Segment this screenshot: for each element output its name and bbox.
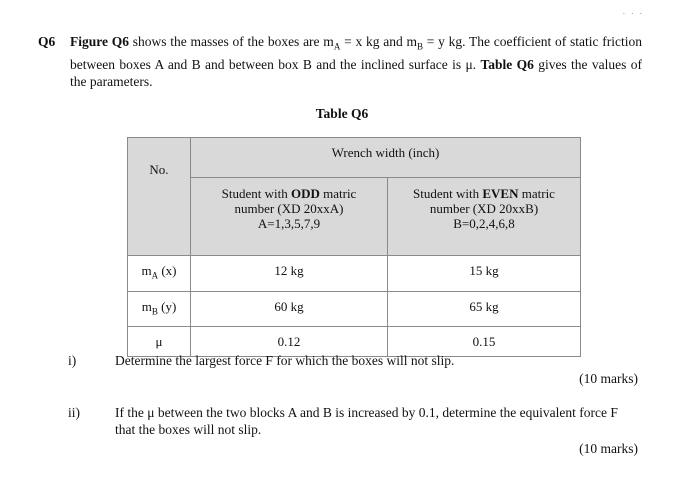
question-text-part: = y kg. The coefficient of static friction between boxes A and B and between box B and the inclined surface is μ.	[70, 34, 643, 72]
subscript-a: A	[333, 41, 341, 52]
header-text: number (XD 20xxB)	[429, 200, 539, 216]
figure-reference: Figure Q6	[70, 34, 130, 49]
row-label-subscript: A	[151, 270, 159, 281]
column-header-no: No.	[128, 138, 191, 256]
header-bold-text: EVEN	[482, 185, 519, 201]
row-label-symbol: μ	[155, 334, 163, 350]
page-header-marks: . . .	[622, 6, 644, 16]
parameters-table	[127, 137, 581, 357]
row-label-variable: (x)	[158, 263, 177, 278]
header-text: Student with	[413, 185, 483, 201]
column-header-odd	[191, 177, 388, 255]
header-text: matric	[518, 185, 555, 201]
question-text-part: shows the masses of the boxes are m	[129, 34, 334, 49]
marks-label: (10 marks)	[579, 441, 638, 456]
header-bold-text: ODD	[290, 185, 320, 201]
cell-odd: 12 kg	[191, 256, 388, 292]
header-text: number (XD 20xxA)	[234, 200, 344, 216]
marks-label: (10 marks)	[579, 371, 638, 386]
header-text: A=1,3,5,7,9	[257, 215, 321, 231]
sub-question-text: If the μ between the two blocks A and B is increased by 0.1, determine the equivalent force F that the boxes will not slip.	[115, 405, 618, 437]
cell-even: 65 kg	[388, 291, 581, 327]
subscript-b: B	[416, 41, 423, 52]
row-label-variable: (y)	[157, 298, 177, 314]
sub-question-number: i)	[68, 353, 77, 368]
table-row	[128, 256, 581, 292]
sub-question-number: ii)	[68, 405, 80, 420]
cell-odd: 0.12	[191, 327, 388, 357]
row-label	[128, 291, 191, 327]
cell-odd: 60 kg	[191, 291, 388, 327]
question-text	[70, 33, 642, 90]
row-label-subscript: B	[151, 306, 158, 317]
cell-even: 0.15	[388, 327, 581, 357]
question-text-part: gives the values of the parameters.	[70, 56, 642, 89]
question-text-part: = x kg and m	[340, 34, 417, 49]
header-text: B=0,2,4,6,8	[453, 215, 515, 231]
row-label	[128, 256, 191, 292]
table-title: Table Q6	[315, 106, 369, 121]
header-text: matric	[319, 185, 357, 201]
column-header-even	[388, 177, 581, 255]
cell-even: 15 kg	[388, 256, 581, 292]
table-row	[128, 291, 581, 327]
header-text: Student with	[221, 185, 291, 201]
table-reference: Table Q6	[480, 56, 534, 72]
row-label-symbol: m	[141, 263, 152, 278]
column-header-wrench-width: Wrench width (inch)	[191, 138, 581, 178]
sub-question-text: Determine the largest force F for which the boxes will not slip.	[115, 353, 455, 368]
question-number: Q6	[38, 34, 56, 49]
row-label-symbol: m	[141, 298, 152, 314]
